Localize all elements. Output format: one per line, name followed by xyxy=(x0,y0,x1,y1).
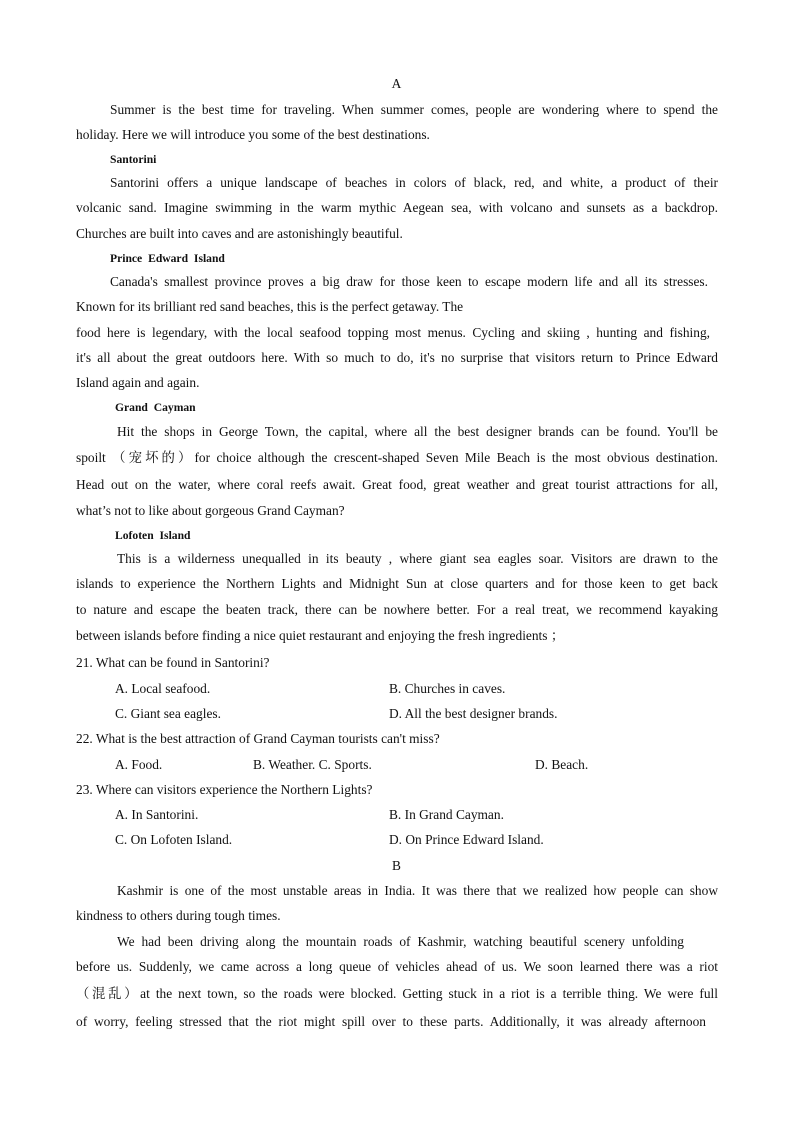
answer-option: B. Weather. C. Sports. xyxy=(253,757,372,772)
answer-option: A. In Santorini. xyxy=(115,807,199,822)
paragraph-line: spoilt （宠坏的）for choice although the crescent-shaped Seven Mile Beach is the most obvious destination. xyxy=(76,450,718,465)
section-heading-prince-edward-island: Prince Edward Island xyxy=(110,252,225,265)
answer-option: D. Beach. xyxy=(535,757,589,772)
paragraph-line: islands to experience the Northern Lights and Midnight Sun at close quarters and for those keen to get back xyxy=(76,576,718,591)
paragraph-line: of worry, feeling stressed that the riot might spill over to these parts. Additionally, it was already afternoon xyxy=(76,1014,706,1029)
paragraph-line: food here is legendary, with the local seafood topping most menus. Cycling and skiing , hunting and fishing, xyxy=(76,325,710,340)
passage-a-label: A xyxy=(391,76,402,91)
question-stem: 23. Where can visitors experience the Northern Lights? xyxy=(76,782,373,797)
section-heading-santorini: Santorini xyxy=(110,153,157,166)
answer-option: C. On Lofoten Island. xyxy=(115,832,233,847)
question-stem: 21. What can be found in Santorini? xyxy=(76,655,270,670)
intro-line: holiday. Here we will introduce you some of the best destinations. xyxy=(76,127,430,142)
paragraph-line: Head out on the water, where coral reefs await. Great food, great weather and great tourist attractions for all, xyxy=(76,477,718,492)
answer-option: C. Giant sea eagles. xyxy=(115,706,221,721)
answer-option: D. All the best designer brands. xyxy=(389,706,558,721)
paragraph-line: Island again and again. xyxy=(76,375,200,390)
paragraph-line: it's all about the great outdoors here. With so much to do, it's no surprise that visitors return to Prince Edward xyxy=(76,350,718,365)
paragraph-line: before us. Suddenly, we came across a long queue of vehicles ahead of us. We soon learned there was a riot xyxy=(76,959,718,974)
section-heading-grand-cayman: Grand Cayman xyxy=(115,401,196,414)
passage-b-label: B xyxy=(392,858,401,873)
paragraph-line: Hit the shops in George Town, the capital, where all the best designer brands can be found. You'll be xyxy=(117,424,718,439)
question-stem: 22. What is the best attraction of Grand Cayman tourists can't miss? xyxy=(76,731,440,746)
answer-option: B. Churches in caves. xyxy=(389,681,506,696)
intro-line: Summer is the best time for traveling. When summer comes, people are wondering where to spend the xyxy=(110,102,718,117)
paragraph-line: Churches are built into caves and are astonishingly beautiful. xyxy=(76,226,403,241)
paragraph-line: Santorini offers a unique landscape of beaches in colors of black, red, and white, a product of their xyxy=(110,175,718,190)
paragraph-line: This is a wilderness unequalled in its beauty , where giant sea eagles soar. Visitors are drawn to the xyxy=(117,551,718,566)
paragraph-line: We had been driving along the mountain roads of Kashmir, watching beautiful scenery unfolding xyxy=(117,934,684,949)
paragraph-line: （混乱）at the next town, so the roads were blocked. Getting stuck in a riot is a terrible thing. We were full xyxy=(76,986,718,1001)
paragraph-line: what’s not to like about gorgeous Grand Cayman? xyxy=(76,503,345,518)
paragraph-line: Canada's smallest province proves a big draw for those keen to escape modern life and all its stresses. xyxy=(110,274,708,289)
paragraph-line: volcanic sand. Imagine swimming in the warm mythic Aegean sea, with volcano and sunsets as a backdrop. xyxy=(76,200,718,215)
paragraph-line: kindness to others during tough times. xyxy=(76,908,281,923)
answer-option: A. Food. xyxy=(115,757,163,772)
paragraph-line: Known for its brilliant red sand beaches, this is the perfect getaway. The xyxy=(76,299,464,314)
paragraph-line: between islands before finding a nice quiet restaurant and enjoying the fresh ingredients ； xyxy=(76,628,565,643)
answer-option: A. Local seafood. xyxy=(115,681,211,696)
section-heading-lofoten-island: Lofoten Island xyxy=(115,529,191,542)
answer-option: B. In Grand Cayman. xyxy=(389,807,504,822)
paragraph-line: Kashmir is one of the most unstable areas in India. It was there that we realized how people can show xyxy=(117,883,718,898)
paragraph-line: to nature and escape the beaten track, there can be nowhere better. For a real treat, we recommend kayaking xyxy=(76,602,718,617)
answer-option: D. On Prince Edward Island. xyxy=(389,832,544,847)
